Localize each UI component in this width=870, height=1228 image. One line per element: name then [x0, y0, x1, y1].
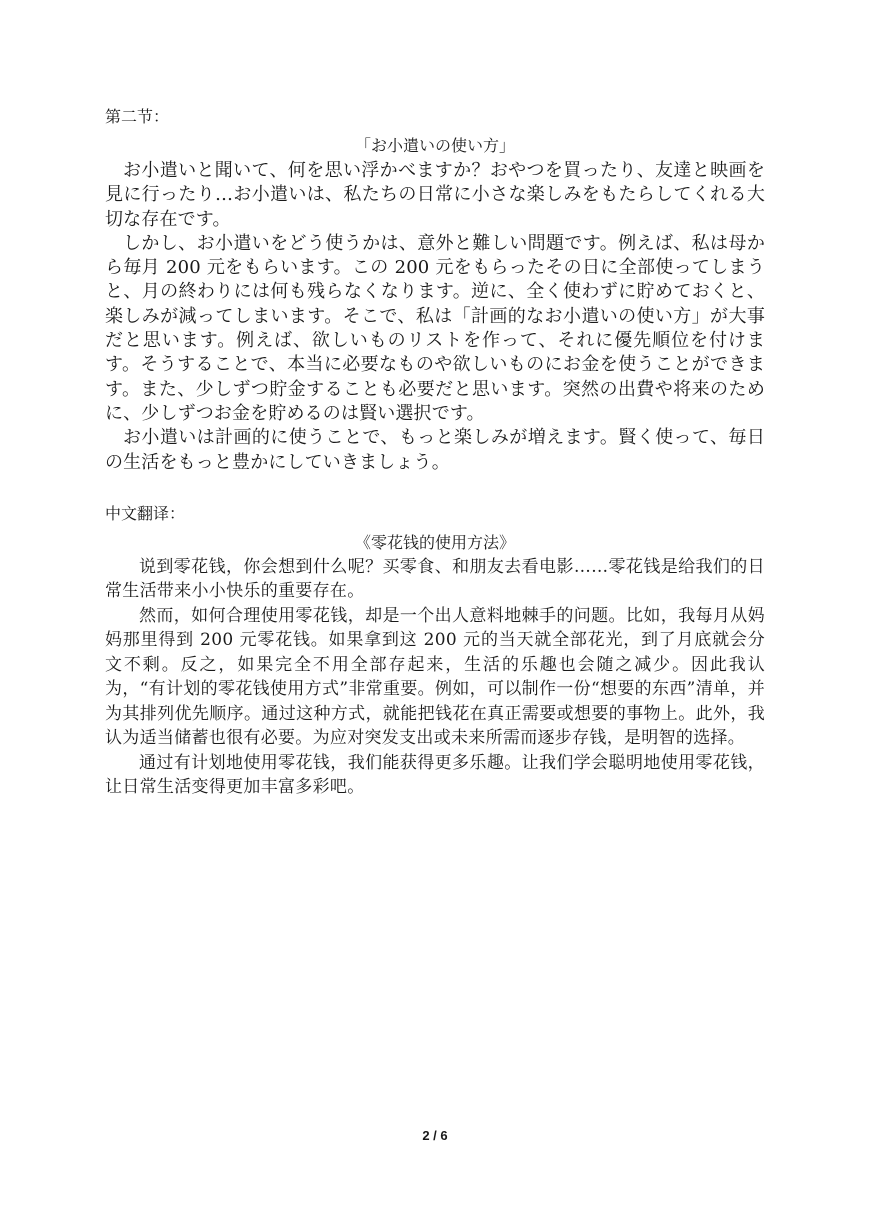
- japanese-paragraph: お小遣いと聞いて、何を思い浮かべますか？おやつを買ったり、友達と映画を見に行ったり…お小遣いは、私たちの日常に小さな楽しみをもたらしてくれる大切な存在です。: [105, 160, 765, 230]
- japanese-paragraph: お小遣いは計画的に使うことで、もっと楽しみが増えます。賢く使って、毎日の生活をもっと豊かにしていきましょう。: [105, 427, 765, 473]
- page-number: 2 / 6: [422, 1128, 448, 1143]
- japanese-paragraph: しかし、お小遣いをどう使うかは、意外と難しい問題です。例えば、私は母から毎月 200 元をもらいます。この 200 元をもらったその日に全部使ってしまうと、月の終わりには何も残らなくなります。逆に、全く使わずに貯めておくと、楽しみが減ってしまいます。そこで、私は「計画的なお小遣いの使い方」が大事だと思います。例えば、欲しいものリストを作って、それに優先順位を付けます。そうすることで、本当に必要なものや欲しいものにお金を使うことができます。また、少しずつ貯金することも必要だと思います。突然の出費や将来のために、少しずつお金を貯めるのは賢い選択です。: [105, 232, 765, 424]
- chinese-paragraph: 说到零花钱，你会想到什么呢？买零食、和朋友去看电影……零花钱是给我们的日常生活带来小小快乐的重要存在。: [105, 556, 765, 602]
- section-label: 第二节：: [105, 107, 170, 126]
- page-content: [105, 104, 765, 800]
- japanese-title: 「お小遣いの使い方」: [354, 136, 515, 155]
- chinese-paragraph: 通过有计划地使用零花钱，我们能获得更多乐趣。让我们学会聪明地使用零花钱，让日常生活变得更加丰富多彩吧。: [105, 752, 765, 798]
- translation-label: 中文翻译：: [105, 503, 186, 523]
- spacer: [105, 475, 765, 501]
- chinese-paragraph: 然而，如何合理使用零花钱，却是一个出人意料地棘手的问题。比如，我每月从妈妈那里得到 200 元零花钱。如果拿到这 200 元的当天就全部花光，到了月底就会分文不剩。反之，如果完全不用全部存起来，生活的乐趣也会随之减少。因此我认为，“有计划的零花钱使用方式”非常重要。例如，可以制作一份“想要的东西”清单，并为其排列优先顺序。通过这种方式，就能把钱花在真正需要或想要的事物上。此外，我认为适当储蓄也很有必要。为应对突发支出或未来所需而逐步存钱，是明智的选择。: [105, 605, 765, 749]
- chinese-title: 《零花钱的使用方法》: [354, 532, 515, 552]
